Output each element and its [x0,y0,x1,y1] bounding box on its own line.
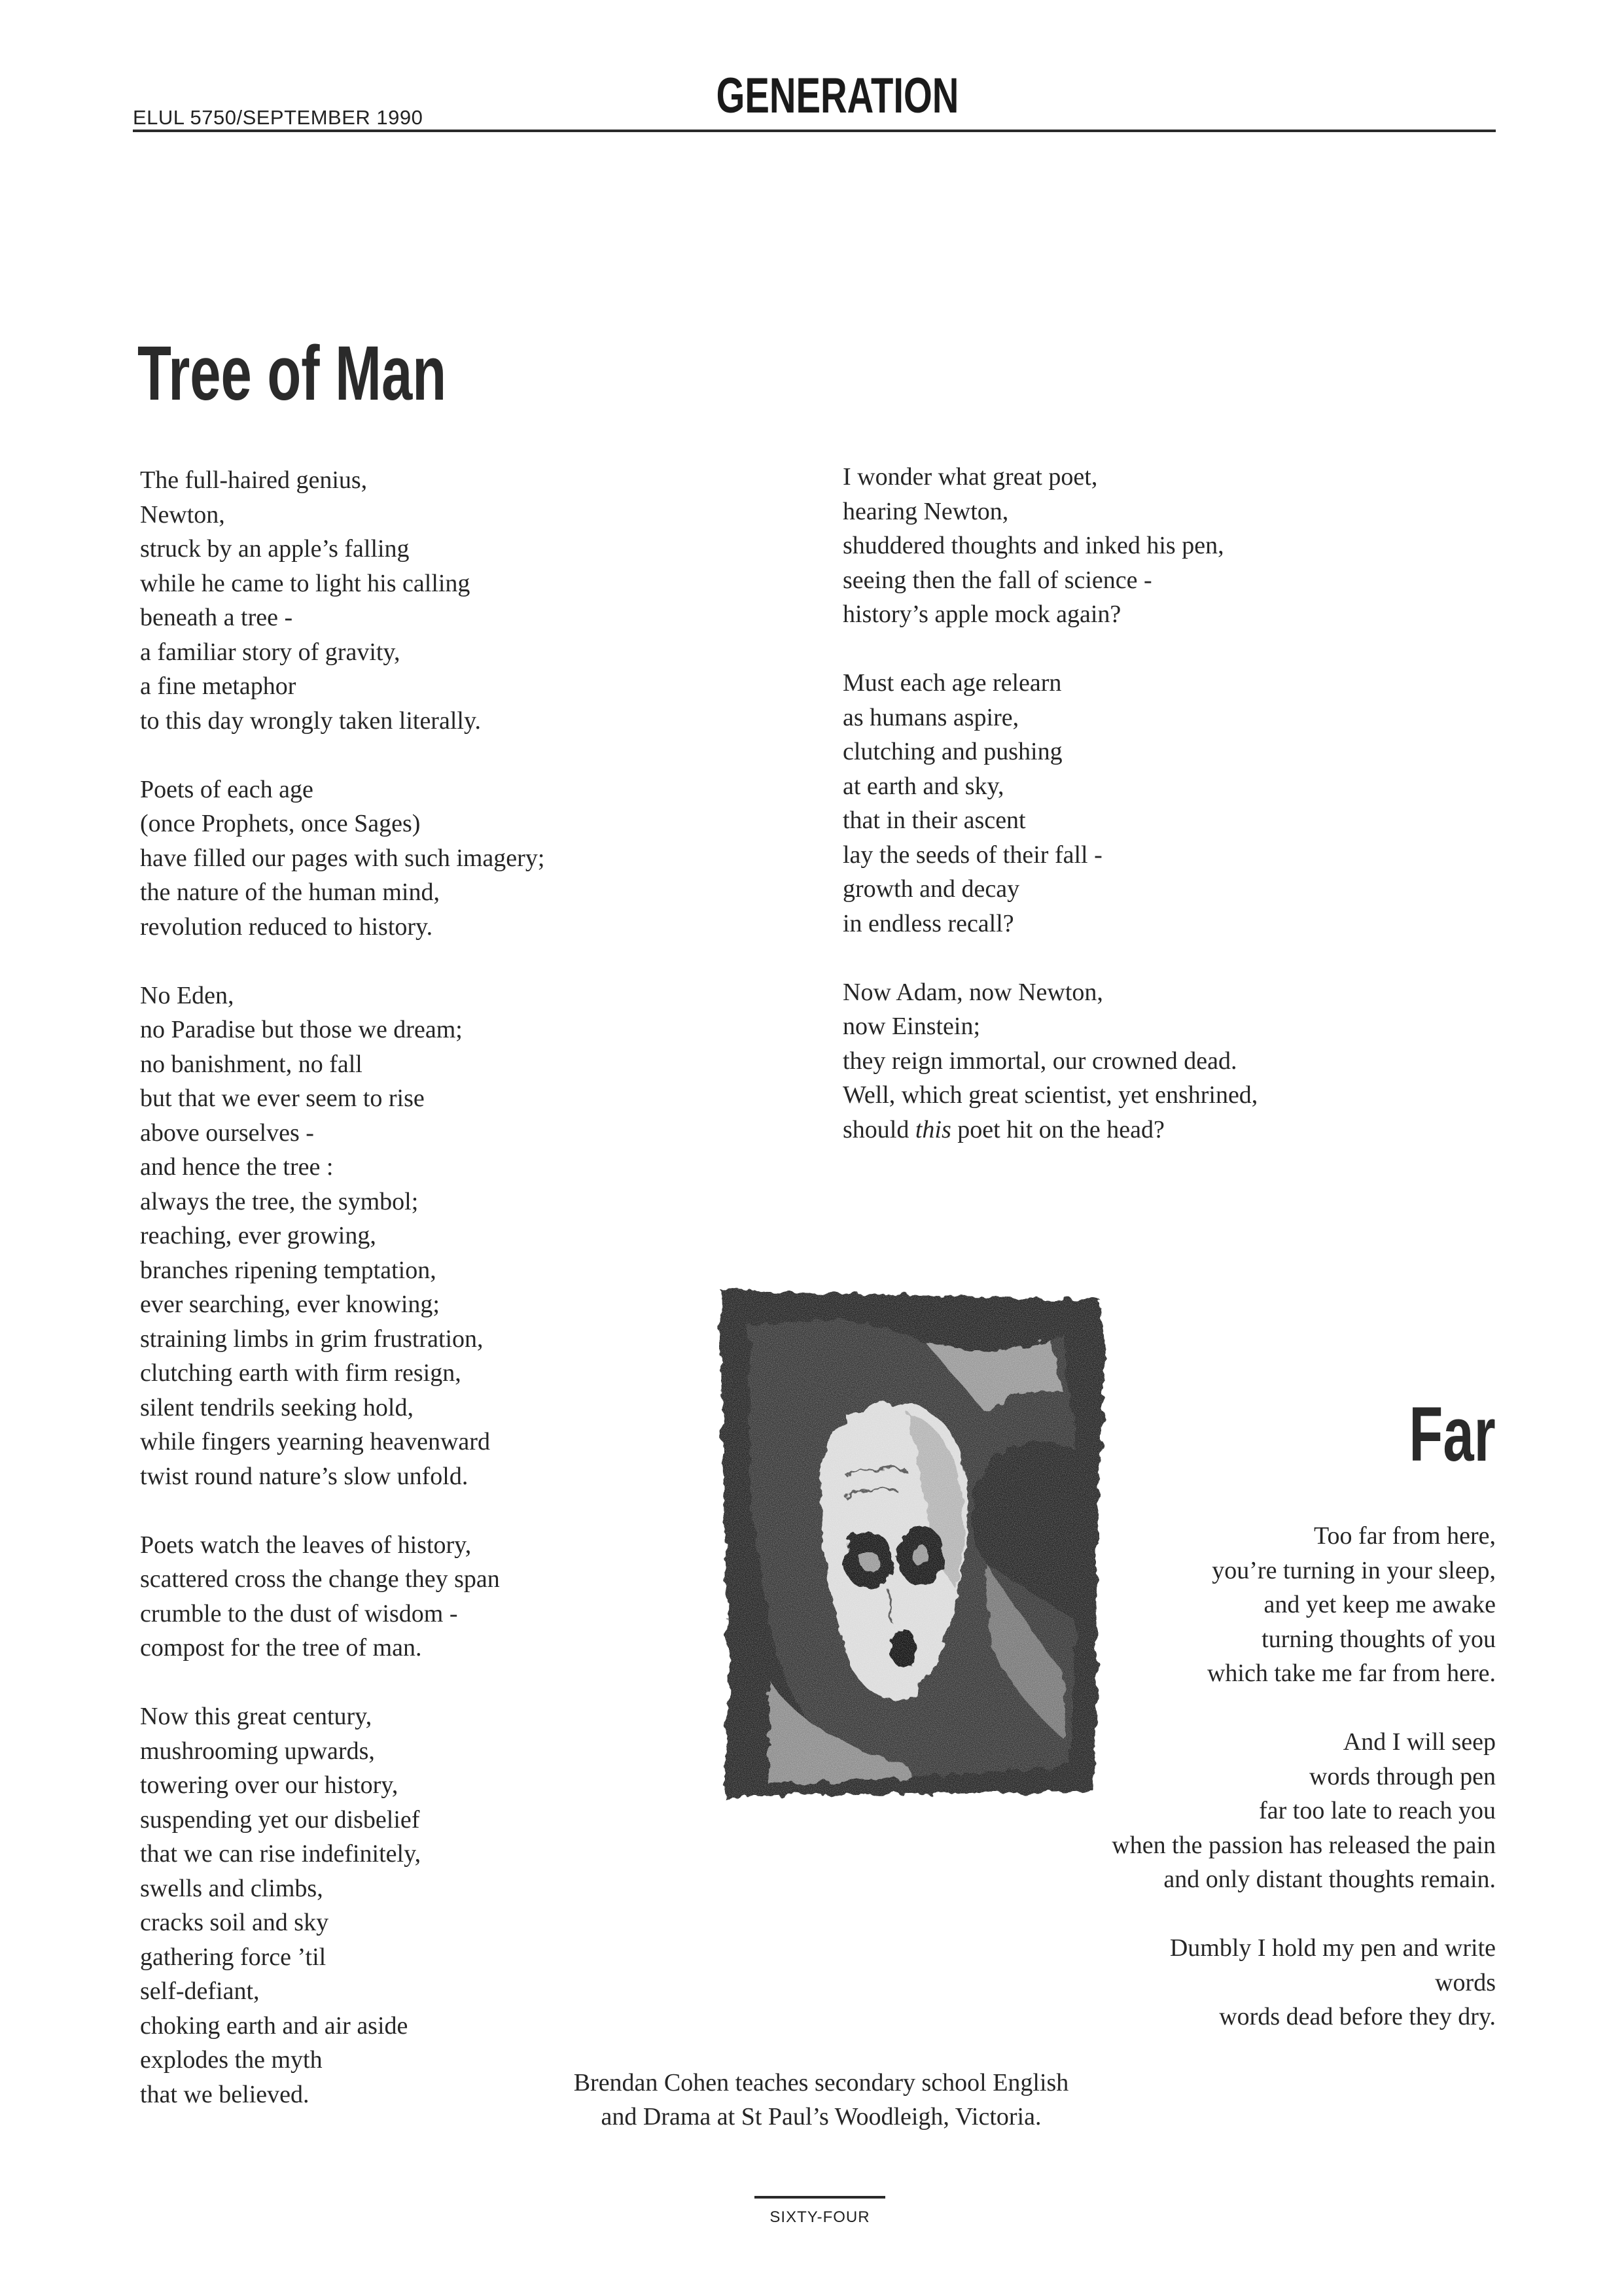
poem-line: words dead before they dry. [1219,2003,1496,2030]
author-bio-line-2: and Drama at St Paul’s Woodleigh, Victoria. [601,2103,1042,2131]
header-rule [133,130,1496,132]
poem-line: The full-haired genius, [140,466,368,494]
poem-right-column [843,460,1405,1147]
stanza [140,1528,703,1665]
masthead: GENERATION [716,68,959,124]
poem-line: Too far from here, [1314,1522,1496,1550]
final-line-emphasis: this [915,1115,951,1143]
poem-line: Newton, [140,500,225,529]
poem-line: history’s apple mock again? [843,600,1121,628]
poem-line: beneath a tree - [140,604,293,631]
poem-line: far too late to reach you [1259,1797,1496,1824]
poem-line: self-defiant, [140,1977,260,2005]
poem-line: you’re turning in your sleep, [1212,1556,1496,1584]
stanza [140,773,703,945]
poem-line: no banishment, no fall [140,1050,362,1078]
poem-line: Poets of each age [140,775,313,803]
poem-line: to this day wrongly taken literally. [140,706,481,735]
poem-line: have filled our pages with such imagery; [140,844,545,872]
poem-line: at earth and sky, [843,772,1004,800]
stanza [140,463,703,738]
poem-line: that in their ascent [843,807,1026,834]
poem-line: growth and decay [843,875,1020,903]
poem-line: in endless recall? [843,909,1014,937]
poem-line: Now Adam, now Newton, [843,978,1103,1006]
poem-line: while he came to light his calling [140,569,470,597]
poem-line: and yet keep me awake [1263,1591,1496,1618]
poem-line: no Paradise but those we dream; [140,1016,463,1043]
poem-line: Must each age relearn [843,669,1062,697]
poem-far-column [711,1519,1496,2034]
poem-line: crumble to the dust of wisdom - [140,1599,458,1627]
poem-line: turning thoughts of you [1262,1625,1496,1653]
poem-line: words [1435,1968,1496,1996]
poem-line: choking earth and air aside [140,2011,408,2040]
poem-line: compost for the tree of man. [140,1634,422,1661]
poem-line: swells and climbs, [140,1874,323,1902]
stanza [711,1931,1496,2034]
poem-line: mushrooming upwards, [140,1737,375,1765]
poem-line: Poets watch the leaves of history, [140,1531,472,1559]
poem-line: words through pen [1309,1762,1496,1790]
poem-line: when the passion has released the pain [1112,1831,1496,1859]
poem-line: gathering force ’til [140,1943,327,1971]
poem-line: (once Prophets, once Sages) [140,810,421,837]
poem-line: and only distant thoughts remain. [1163,1866,1496,1893]
poem-right-stanzas [843,460,1405,1113]
poem-line: cracks soil and sky [140,1909,329,1936]
poem-left-column [140,463,703,2112]
footer-rule [754,2196,885,2199]
stanza [843,666,1405,941]
poem-line: that we believed. [140,2080,309,2108]
poem-title-far: Far [1409,1391,1496,1478]
poem-line: towering over our history, [140,1771,398,1799]
poem-line: No Eden, [140,981,234,1009]
poem-line: straining limbs in grim frustration, [140,1325,484,1353]
poem-line: shuddered thoughts and inked his pen, [843,532,1224,559]
stanza [140,1699,703,2112]
poem-line: the nature of the human mind, [140,878,440,906]
poem-line: that we can rise indefinitely, [140,1840,421,1868]
poem-line: And I will seep [1343,1728,1496,1756]
stanza [711,1725,1496,1897]
poem-line: suspending yet our disbelief [140,1805,420,1834]
page-number: SIXTY-FOUR [769,2208,870,2226]
poem-line: reaching, ever growing, [140,1222,376,1249]
poem-line: but that we ever seem to rise [140,1085,425,1112]
stanza [843,460,1405,632]
poem-line: and hence the tree : [140,1153,334,1181]
poem-line: Well, which great scientist, yet enshrined, [843,1081,1258,1109]
poem-line: always the tree, the symbol; [140,1187,419,1215]
poem-line: they reign immortal, our crowned dead. [843,1047,1237,1075]
final-line-end: poet hit on the head? [951,1115,1165,1143]
poem-line: clutching earth with firm resign, [140,1359,461,1387]
final-line-start: should [843,1115,915,1143]
poem-final-line [843,1113,1405,1147]
poem-line: seeing then the fall of science - [843,566,1152,594]
poem-line: struck by an apple’s falling [140,535,410,563]
poem-line: ever searching, ever knowing; [140,1291,440,1318]
poem-line: above ourselves - [140,1119,314,1147]
poem-line: as humans aspire, [843,703,1019,731]
issue-date: ELUL 5750/SEPTEMBER 1990 [133,106,423,129]
stanza [711,1519,1496,1691]
poem-line: I wonder what great poet, [843,463,1098,491]
poem-line: explodes the myth [140,2046,323,2074]
poem-line: while fingers yearning heavenward [140,1428,490,1455]
stanza [140,979,703,1494]
poem-line: Dumbly I hold my pen and write [1169,1934,1496,1962]
poem-line: a fine metaphor [140,672,296,700]
author-bio [510,2066,1132,2134]
poem-line: revolution reduced to history. [140,913,433,941]
poem-line: clutching and pushing [843,738,1063,765]
poem-line: branches ripening temptation, [140,1256,436,1284]
poem-line: Now this great century, [140,1703,372,1730]
poem-line: twist round nature’s slow unfold. [140,1462,468,1490]
poem-line: which take me far from here. [1207,1660,1496,1687]
poem-line: scattered cross the change they span [140,1565,500,1593]
poem-line: now Einstein; [843,1013,981,1040]
stanza [843,975,1405,1113]
author-bio-line-1: Brendan Cohen teaches secondary school English [573,2069,1069,2096]
poem-line: silent tendrils seeking hold, [140,1393,414,1421]
poem-line: a familiar story of gravity, [140,638,400,666]
poem-title-tree-of-man: Tree of Man [137,330,447,417]
poem-line: lay the seeds of their fall - [843,841,1103,869]
poem-line: hearing Newton, [843,497,1009,525]
